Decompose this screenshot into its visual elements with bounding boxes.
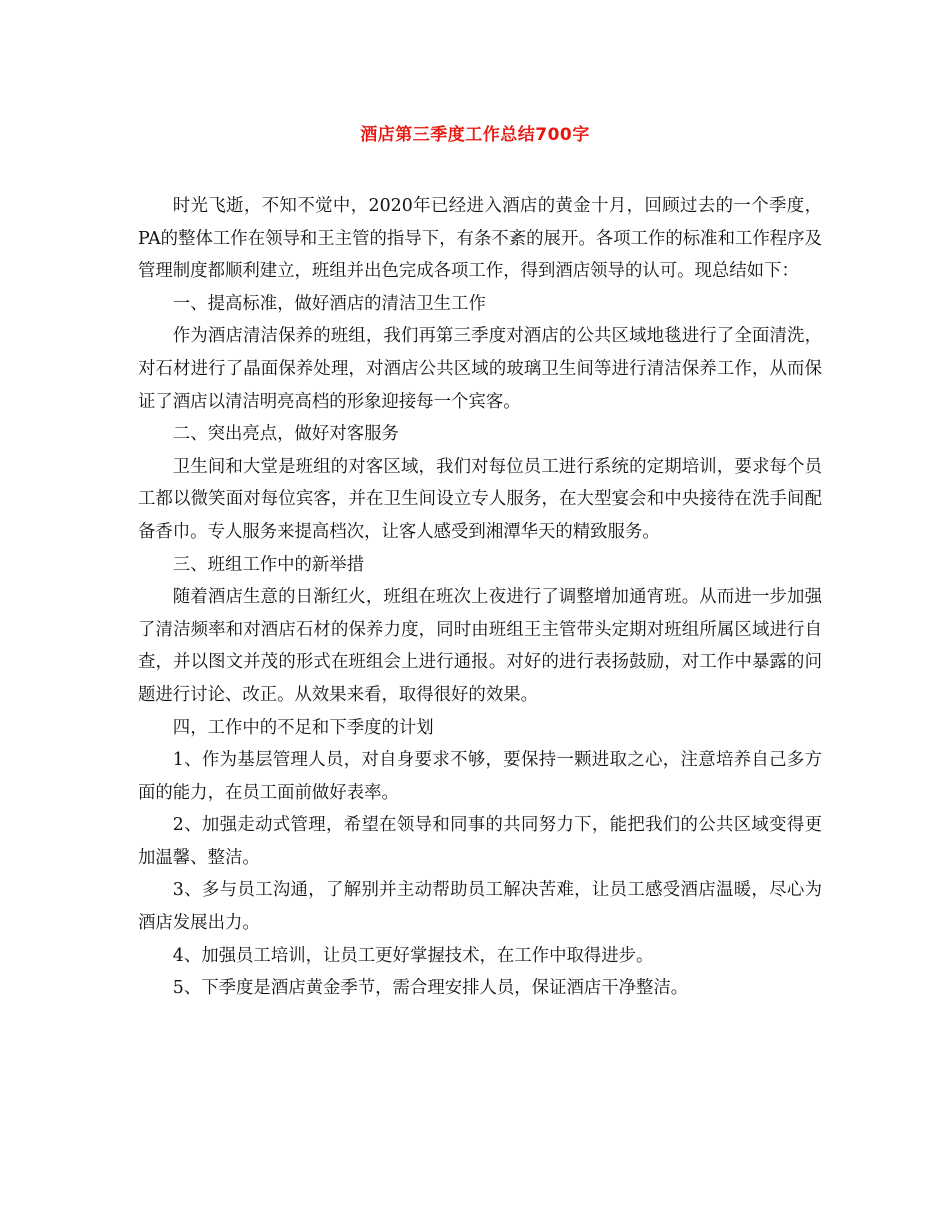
plan-item-1: 1、作为基层管理人员，对自身要求不够，要保持一颗进取之心，注意培养自己多方面的能力，在员工面前做好表率。 <box>138 750 822 803</box>
plan-item-5: 5、下季度是酒店黄金季节，需合理安排人员，保证酒店干净整洁。 <box>172 978 689 999</box>
plan-item-4: 4、加强员工培训，让员工更好掌握技术，在工作中取得进步。 <box>172 945 654 966</box>
paragraph-intro: 时光飞逝，不知不觉中，2020年已经进入酒店的黄金十月，回顾过去的一个季度，PA的整体工作在领导和王主管的指导下，有条不紊的展开。各项工作的标准和工作程序及管理制度都顺利建立，班组并出色完成各项工作，得到酒店领导的认可。现总结如下： <box>138 196 822 282</box>
section-heading-3: 三、班组工作中的新举措 <box>172 554 365 575</box>
document-title: 酒店第三季度工作总结700字 <box>360 125 590 145</box>
plan-item-3: 3、多与员工沟通，了解别并主动帮助员工解决苦难，让员工感受酒店温暖，尽心为酒店发展出力。 <box>138 880 822 934</box>
plan-item-2: 2、加强走动式管理，希望在领导和同事的共同努力下，能把我们的公共区域变得更加温馨、整洁。 <box>138 815 822 868</box>
paragraph-new-measures: 随着酒店生意的日渐红火，班组在班次上夜进行了调整增加通宵班。从而进一步加强了清洁频率和对酒店石材的保养力度，同时由班组王主管带头定期对班组所属区域进行自查，并以图文并茂的形式在班组会上进行通报。对好的进行表扬鼓励，对工作中暴露的问题进行讨论、改正。从效果来看，取得很好的效果。 <box>138 587 822 705</box>
paragraph-cleaning: 作为酒店清洁保养的班组，我们再第三季度对酒店的公共区域地毯进行了全面清洗，对石材进行了晶面保养处理，对酒店公共区域的玻璃卫生间等进行清洁保养工作，从而保证了酒店以清洁明亮高档的形象迎接每一个宾客。 <box>138 326 822 412</box>
section-heading-2: 二、突出亮点，做好对客服务 <box>172 424 399 445</box>
section-heading-1: 一、提高标准，做好酒店的清洁卫生工作 <box>172 293 486 314</box>
section-heading-4: 四，工作中的不足和下季度的计划 <box>172 717 434 738</box>
document-body <box>138 190 822 1005</box>
paragraph-service: 卫生间和大堂是班组的对客区域，我们对每位员工进行系统的定期培训，要求每个员工都以微笑面对每位宾客，并在卫生间设立专人服务，在大型宴会和中央接待在洗手间配备香巾。专人服务来提高档次，让客人感受到湘潭华天的精致服务。 <box>138 456 822 542</box>
